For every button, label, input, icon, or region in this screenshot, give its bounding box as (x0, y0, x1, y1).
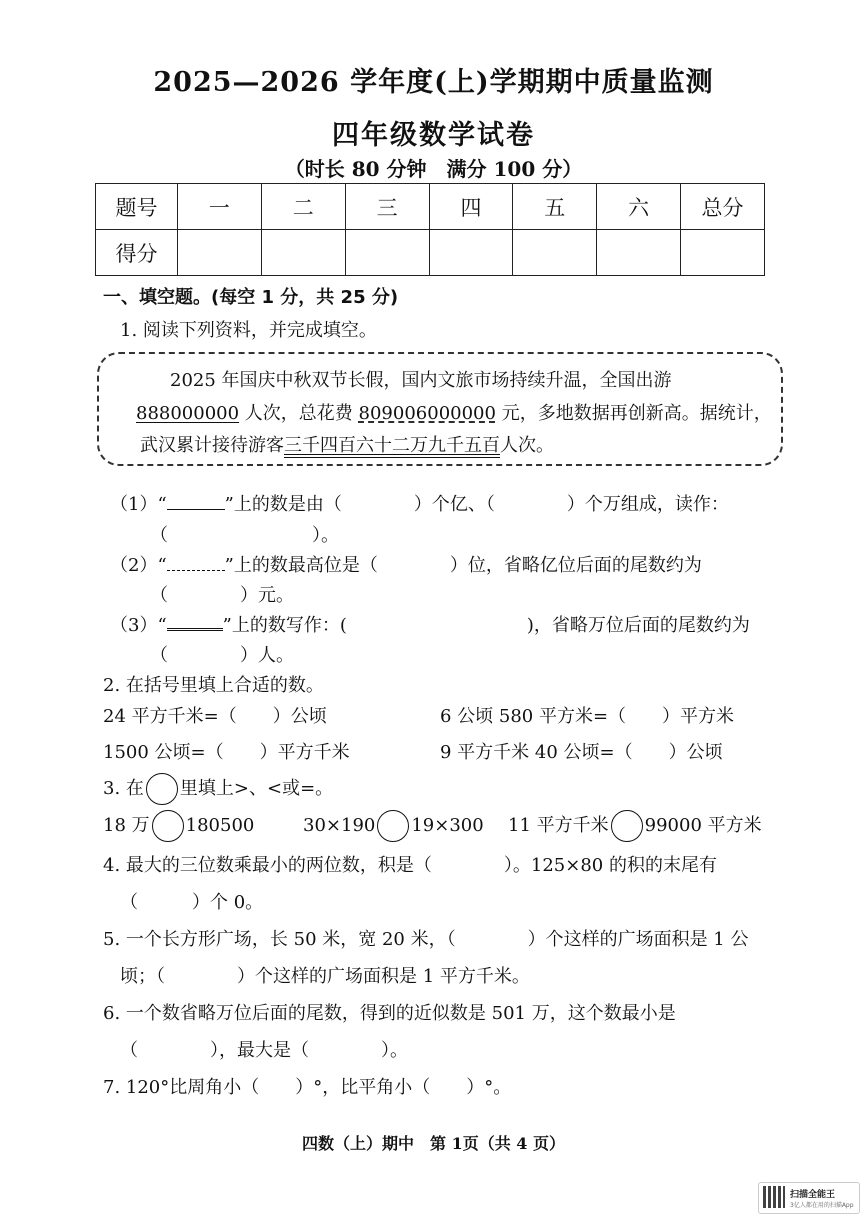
q3-stem-post: 里填上>、<或=。 (179, 778, 334, 799)
circle-icon (146, 773, 178, 805)
score-input-cell[interactable] (597, 230, 681, 276)
qr-code-icon (763, 1186, 785, 1208)
dashed-underline-symbol (167, 554, 225, 571)
q1-part3-prefix: （3）“ (110, 615, 167, 636)
q7-line1[interactable]: 7. 120°比周角小（ ）°，比平角小（ ）°。 (103, 1077, 512, 1098)
passage-line1: 2025 年国庆中秋双节长假，国内文旅市场持续升温，全国出游 (170, 370, 672, 391)
q4-line2[interactable]: （ ）个 0。 (120, 892, 264, 913)
section1-heading: 一、填空题。(每空 1 分，共 25 分) (103, 287, 399, 308)
q3-a-left: 18 万 (103, 815, 150, 836)
exam-duration: （时长 80 分钟 满分 100 分） (284, 157, 583, 181)
passage-text: 人次，总花费 (239, 403, 359, 424)
score-header-cell: 总分 (681, 184, 765, 230)
score-header-cell: 五 (513, 184, 597, 230)
score-table-score-row (96, 230, 765, 276)
q3-c-right: 99000 平方米 (644, 815, 762, 836)
passage-text: 元，多地数据再创新高。据统计， (495, 403, 772, 424)
q3-a-right: 180500 (185, 815, 255, 836)
score-row-label: 得分 (96, 230, 178, 276)
passage-num-dashed: 809006000000 (358, 403, 496, 424)
q3-b-left: 30×190 (303, 815, 376, 836)
score-input-cell[interactable] (345, 230, 429, 276)
score-input-cell[interactable] (261, 230, 345, 276)
exam-subtitle: 四年级数学试卷 (332, 120, 535, 151)
q2-item-b[interactable]: 6 公顷 580 平方米=（ ）平方米 (440, 706, 735, 727)
q2-item-a[interactable]: 24 平方千米=（ ）公顷 (103, 706, 327, 727)
scanner-logo: 扫描全能王 (790, 1190, 836, 1200)
underline-symbol (167, 493, 225, 510)
q1-part1-answer[interactable]: （ ）。 (150, 525, 339, 546)
score-table (95, 183, 765, 276)
passage-num-double: 三千四百六十二万九千五百 (284, 435, 500, 456)
q2-stem: 2. 在括号里填上合适的数。 (103, 675, 324, 696)
q4-line1[interactable]: 4. 最大的三位数乘最小的两位数，积是（ ）。125×80 的积的末尾有 (103, 855, 717, 876)
q1-part3 (110, 611, 750, 637)
passage-line2 (136, 399, 772, 425)
q3-item-c (508, 810, 762, 842)
q6-line1[interactable]: 6. 一个数省略万位后面的尾数，得到的近似数是 501 万，这个数最小是 (103, 1003, 676, 1024)
q1-stem: 1. 阅读下列资料，并完成填空。 (120, 320, 377, 341)
q1-part1-text: ”上的数是由（ ）个亿、（ ）个万组成，读作： (224, 494, 729, 515)
score-header-cell: 六 (597, 184, 681, 230)
score-header-cell: 一 (178, 184, 262, 230)
q2-item-c[interactable]: 1500 公顷=（ ）平方千米 (103, 742, 350, 763)
compare-circle[interactable] (611, 810, 643, 842)
q3-b-right: 19×300 (411, 815, 484, 836)
page-footer: 四数（上）期中 第 1页（共 4 页） (302, 1134, 565, 1153)
q3-stem (103, 773, 333, 805)
q5-line1[interactable]: 5. 一个长方形广场，长 50 米，宽 20 米，（ ）个这样的广场面积是 1 公 (103, 929, 749, 950)
score-input-cell[interactable] (178, 230, 262, 276)
score-input-cell[interactable] (429, 230, 513, 276)
passage-text: 人次。 (500, 435, 554, 456)
score-input-cell[interactable] (681, 230, 765, 276)
q2-item-d[interactable]: 9 平方千米 40 公顷=（ ）公顷 (440, 742, 723, 763)
compare-circle[interactable] (377, 810, 409, 842)
q1-part2 (110, 551, 702, 577)
score-header-cell: 二 (261, 184, 345, 230)
q1-part3-answer[interactable]: （ ）人。 (150, 645, 294, 666)
score-header-cell: 四 (429, 184, 513, 230)
q1-part1 (110, 490, 729, 516)
passage-line3 (140, 431, 554, 457)
passage-num-underline: 888000000 (136, 403, 240, 424)
score-table-header-row (96, 184, 765, 230)
q1-part2-answer[interactable]: （ ）元。 (150, 585, 294, 606)
q1-part2-text: ”上的数最高位是（ ）位，省略亿位后面的尾数约为 (224, 555, 702, 576)
q1-part1-prefix: （1）“ (110, 494, 167, 515)
score-input-cell[interactable] (513, 230, 597, 276)
q3-c-left: 11 平方千米 (508, 815, 609, 836)
q5-line2[interactable]: 顷；（ ）个这样的广场面积是 1 平方千米。 (120, 966, 530, 987)
q1-part2-prefix: （2）“ (110, 555, 167, 576)
scanner-badge (758, 1182, 860, 1214)
score-header-cell: 三 (345, 184, 429, 230)
q6-line2[interactable]: （ ），最大是（ ）。 (120, 1040, 408, 1061)
exam-title: 2025—2026 学年度(上)学期期中质量监测 (153, 67, 714, 98)
q3-item-a (103, 810, 254, 842)
compare-circle[interactable] (152, 810, 184, 842)
scanner-tagline: 3亿人都在用的扫描App (790, 1202, 854, 1209)
q3-stem-pre: 3. 在 (103, 778, 144, 799)
q3-item-b (303, 810, 484, 842)
q1-part3-text: ”上的数写作：( )，省略万位后面的尾数约为 (222, 615, 750, 636)
score-header-cell: 题号 (96, 184, 178, 230)
double-underline-symbol (167, 612, 223, 631)
passage-text: 武汉累计接待游客 (140, 435, 284, 456)
